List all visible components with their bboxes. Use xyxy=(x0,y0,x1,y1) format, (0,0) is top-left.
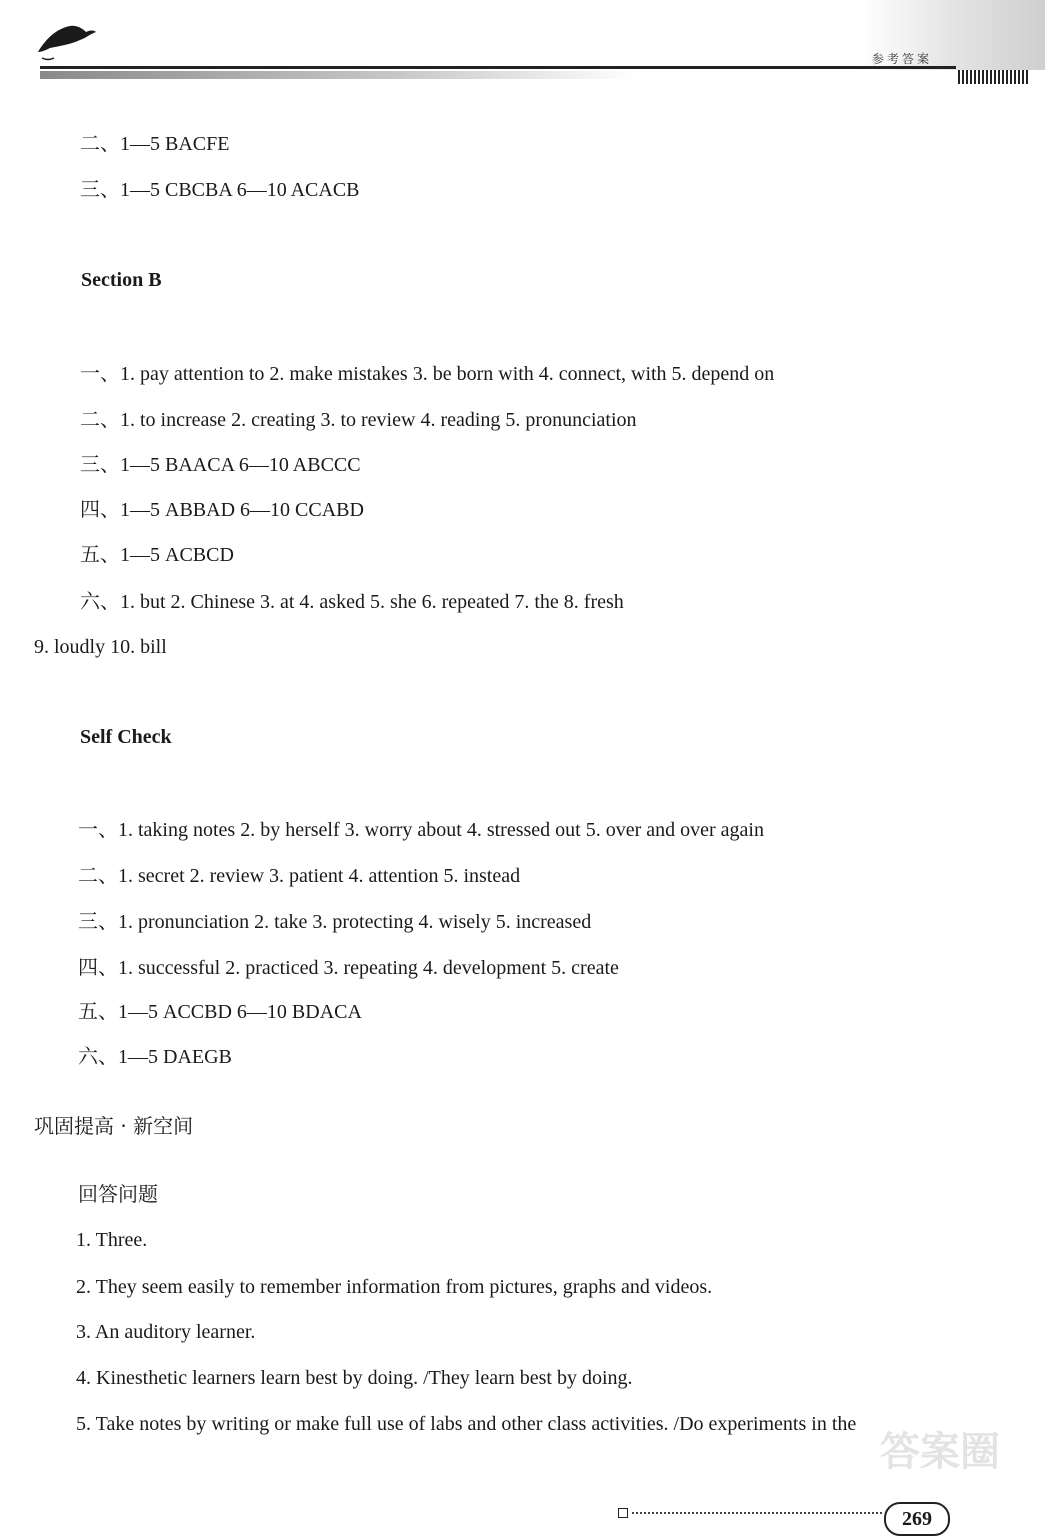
answer-line: 六、1. but 2. Chinese 3. at 4. asked 5. she 6. repeated 7. the 8. fresh xyxy=(80,591,624,613)
watermark-logo xyxy=(880,1420,1040,1500)
page-number: 269 xyxy=(884,1502,950,1536)
answer-line: 9. loudly 10. bill xyxy=(34,636,167,658)
self-check-title: Self Check xyxy=(80,726,172,748)
footer-square-icon xyxy=(618,1508,628,1518)
answer-line: 四、1. successful 2. practiced 3. repeating 4. development 5. create xyxy=(78,957,619,979)
header-rule-gradient xyxy=(40,71,640,79)
answer-line: 三、1. pronunciation 2. take 3. protecting 4. wisely 5. increased xyxy=(78,911,592,933)
answer-line: 4. Kinesthetic learners learn best by doing. /They learn best by doing. xyxy=(76,1367,633,1389)
header-label: 参考答案 xyxy=(872,52,933,66)
consolidation-title: 巩固提高 · 新空间 xyxy=(34,1114,194,1138)
answer-line: 四、1—5 ABBAD 6—10 CCABD xyxy=(80,499,364,521)
answer-line: 二、1. secret 2. review 3. patient 4. attention 5. instead xyxy=(78,865,521,887)
consolidation-subtitle: 回答问题 xyxy=(78,1182,158,1206)
answer-line: 一、1. taking notes 2. by herself 3. worry about 4. stressed out 5. over and over again xyxy=(78,819,764,841)
watermark-logo-text: 答案圈 xyxy=(880,1429,1000,1475)
answer-line: 五、1—5 ACBCD xyxy=(80,544,234,566)
answer-line: 1. Three. xyxy=(76,1229,148,1251)
page-header xyxy=(0,0,1045,90)
answer-line: 2. They seem easily to remember information from pictures, graphs and videos. xyxy=(76,1276,713,1298)
answer-line: 3. An auditory learner. xyxy=(76,1321,256,1343)
bird-logo-icon xyxy=(36,18,96,62)
answer-line: 二、1—5 BACFE xyxy=(80,133,230,155)
answer-line: 一、1. pay attention to 2. make mistakes 3. be born with 4. connect, with 5. depend on xyxy=(80,363,775,385)
section-b-title: Section B xyxy=(81,269,162,291)
answer-line: 六、1—5 DAEGB xyxy=(78,1046,232,1068)
answer-line: 5. Take notes by writing or make full use of labs and other class activities. /Do experiments in the xyxy=(76,1413,857,1435)
answer-line: 三、1—5 CBCBA 6—10 ACACB xyxy=(80,179,360,201)
footer-dotted-line xyxy=(632,1512,882,1514)
answer-line: 三、1—5 BAACA 6—10 ABCCC xyxy=(80,454,361,476)
answer-line: 二、1. to increase 2. creating 3. to review 4. reading 5. pronunciation xyxy=(80,409,637,431)
header-rule xyxy=(40,66,956,69)
header-barcode-decoration xyxy=(958,70,1028,84)
answer-line: 五、1—5 ACCBD 6—10 BDACA xyxy=(78,1001,362,1023)
